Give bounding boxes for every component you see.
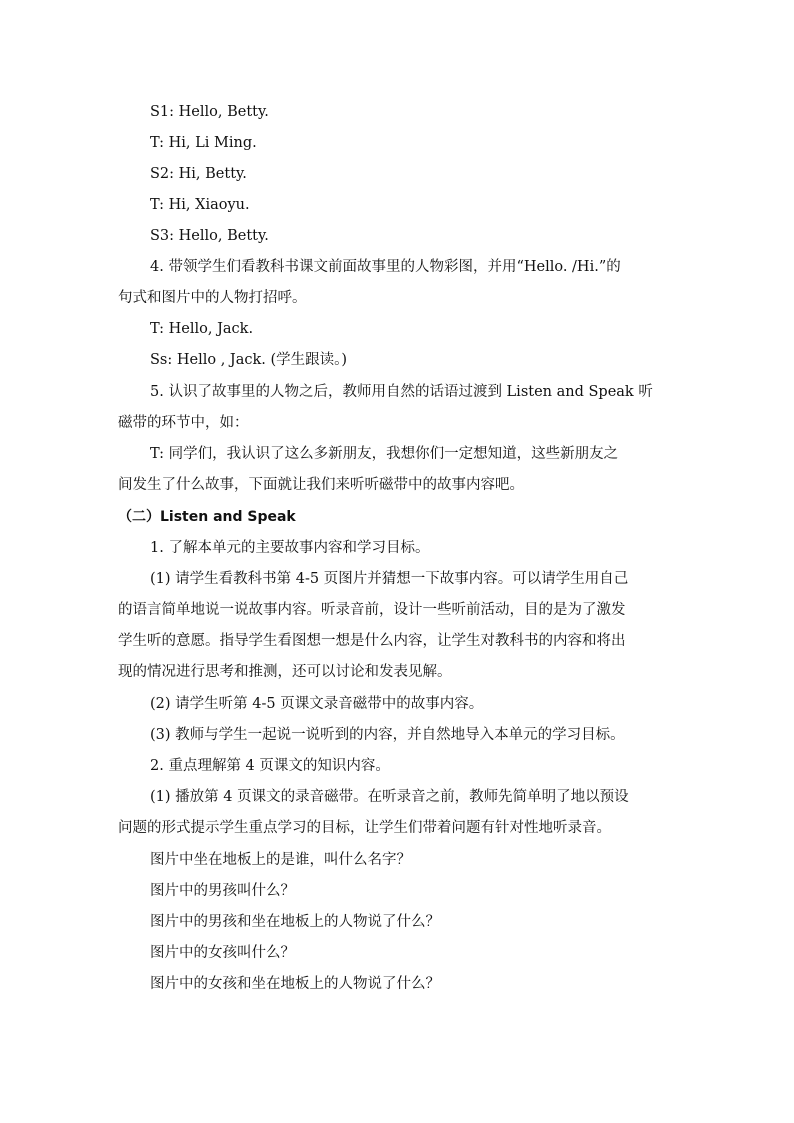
- dialogue-line: S3: Hello, Betty.: [150, 228, 269, 244]
- dialogue-line: S2: Hi, Betty.: [150, 166, 247, 182]
- paragraph-line: (2) 请学生听第 4-5 页课文录音磁带中的故事内容。: [150, 696, 484, 712]
- paragraph-line: 磁带的环节中，如：: [118, 415, 249, 431]
- paragraph-line: (3) 教师与学生一起说一说听到的内容，并自然地导入本单元的学习目标。: [150, 727, 625, 743]
- dialogue-line: S1: Hello, Betty.: [150, 104, 269, 120]
- paragraph-line: 4. 带领学生们看教科书课文前面故事里的人物彩图，并用“Hello. /Hi.”的: [150, 259, 621, 275]
- paragraph-line: 的语言简单地说一说故事内容。听录音前，设计一些听前活动，目的是为了激发: [118, 602, 626, 618]
- paragraph-line: 1. 了解本单元的主要故事内容和学习目标。: [150, 540, 430, 556]
- paragraph-line: T: 同学们，我认识了这么多新朋友，我想你们一定想知道，这些新朋友之: [150, 446, 619, 462]
- section-heading: （二）Listen and Speak: [118, 509, 296, 525]
- paragraph-line: (1) 播放第 4 页课文的录音磁带。在听录音之前，教师先简单明了地以预设: [150, 789, 629, 805]
- question-line: 图片中的女孩叫什么？: [150, 945, 295, 961]
- question-line: 图片中的男孩叫什么？: [150, 883, 295, 899]
- paragraph-line: 问题的形式提示学生重点学习的目标，让学生们带着问题有针对性地听录音。: [118, 820, 611, 836]
- paragraph-line: 学生听的意愿。指导学生看图想一想是什么内容，让学生对教科书的内容和将出: [118, 633, 626, 649]
- question-line: 图片中坐在地板上的是谁，叫什么名字？: [150, 852, 411, 868]
- question-line: 图片中的男孩和坐在地板上的人物说了什么？: [150, 914, 440, 930]
- paragraph-line: 2. 重点理解第 4 页课文的知识内容。: [150, 758, 390, 774]
- paragraph-line: 间发生了什么故事，下面就让我们来听听磁带中的故事内容吧。: [118, 477, 524, 493]
- question-line: 图片中的女孩和坐在地板上的人物说了什么？: [150, 976, 440, 992]
- dialogue-line: Ss: Hello , Jack. (学生跟读。): [150, 352, 348, 368]
- paragraph-line: 现的情况进行思考和推测，还可以讨论和发表见解。: [118, 664, 452, 680]
- paragraph-line: (1) 请学生看教科书第 4-5 页图片并猜想一下故事内容。可以请学生用自己: [150, 571, 629, 587]
- paragraph-line: 句式和图片中的人物打招呼。: [118, 290, 307, 306]
- dialogue-line: T: Hi, Xiaoyu.: [150, 197, 250, 213]
- paragraph-line: 5. 认识了故事里的人物之后，教师用自然的话语过渡到 Listen and Speak 听: [150, 384, 653, 400]
- dialogue-line: T: Hi, Li Ming.: [150, 135, 257, 151]
- dialogue-line: T: Hello, Jack.: [150, 321, 254, 337]
